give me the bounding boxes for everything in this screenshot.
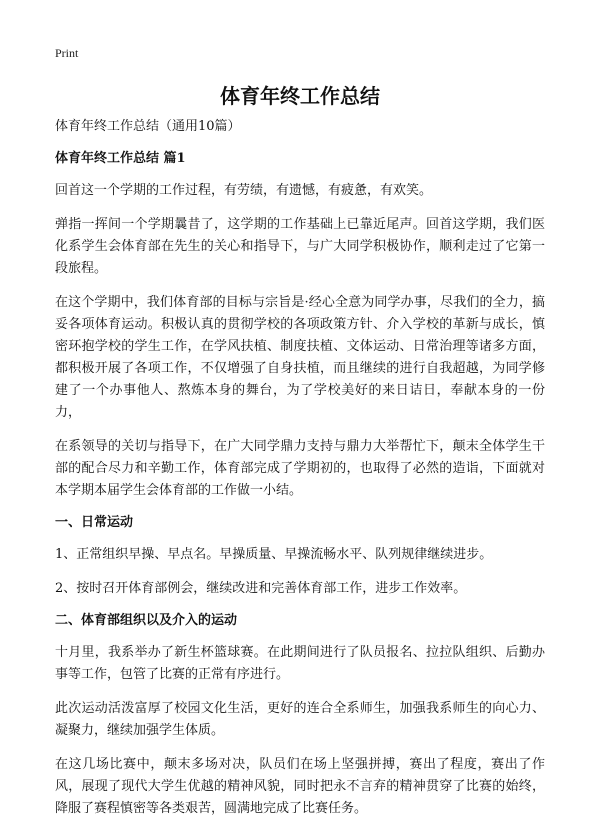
section-heading-activities: 二、体育部组织以及介入的运动 [55,613,238,628]
list-item: 1、正常组织早操、早点名。早操质量、早操流畅水平、队列规律继续进步。 [55,547,493,562]
print-link[interactable]: Print [55,46,79,60]
paragraph: 十月里，我系举办了新生杯篮球赛。在此期间进行了队员报名、拉拉队组织、后勤办事等工作，包管了比赛的正常有序进行。 [55,645,545,682]
document-body [55,118,545,832]
paragraph: 在这几场比赛中，颠末多场对决，队员们在场上坚强拼搏，赛出了程度，赛出了作风，展现了现代大学生优越的精神风貌，同时把永不言弃的精神贯穿了比赛的始终，降服了赛程慎密等各类艰苦，圆满地完成了比赛任务。 [55,757,545,816]
document-subtitle: 体育年终工作总结（通用10篇） [55,119,241,134]
section-heading-daily: 一、日常运动 [55,515,134,530]
paragraph: 在这个学期中，我们体育部的目标与宗旨是·经心全意为同学办事，尽我们的全力，搞妥各项体育运动。积极认真的贯彻学校的各项政策方针、介入学校的革新与成长，慎密环抱学校的学生工作，在学风扶植、制度扶植、文体运动、日常治理等诸多方面，都积极开展了各项工作，不仅增强了自身扶植，而且继续的进行自我超越，为同学修建了一个办事他人、熬炼本身的舞台，为了学校美好的来日诘日，奉献本身的一份力， [55,295,545,420]
page-title: 体育年终工作总结 [220,84,380,108]
list-item: 2、按时召开体育部例会，继续改进和完善体育部工作，进步工作效率。 [55,581,467,596]
paragraph: 回首这一个学期的工作过程，有劳绩，有遗憾，有疲惫，有欢笑。 [55,183,433,198]
paragraph: 在系领导的关切与指导下，在广大同学鼎力支持与鼎力大举帮忙下，颠末全体学生干部的配合尽力和辛勤工作，体育部完成了学期初的，也取得了必然的造诣，下面就对本学期本届学生会体育部的工作做一小结。 [55,439,545,498]
paragraph: 弹指一挥间一个学期曩昔了，这学期的工作基础上已靠近尾声。回首这学期，我们医化系学生会体育部在先生的关心和指导下，与广大同学积极协作，顺利走过了它第一段旅程。 [55,217,545,276]
paragraph: 此次运动活泼富厚了校园文化生活，更好的连合全系师生，加强我系师生的向心力、凝聚力，继续加强学生体质。 [55,701,545,738]
chapter-heading: 体育年终工作总结 篇1 [55,151,186,166]
